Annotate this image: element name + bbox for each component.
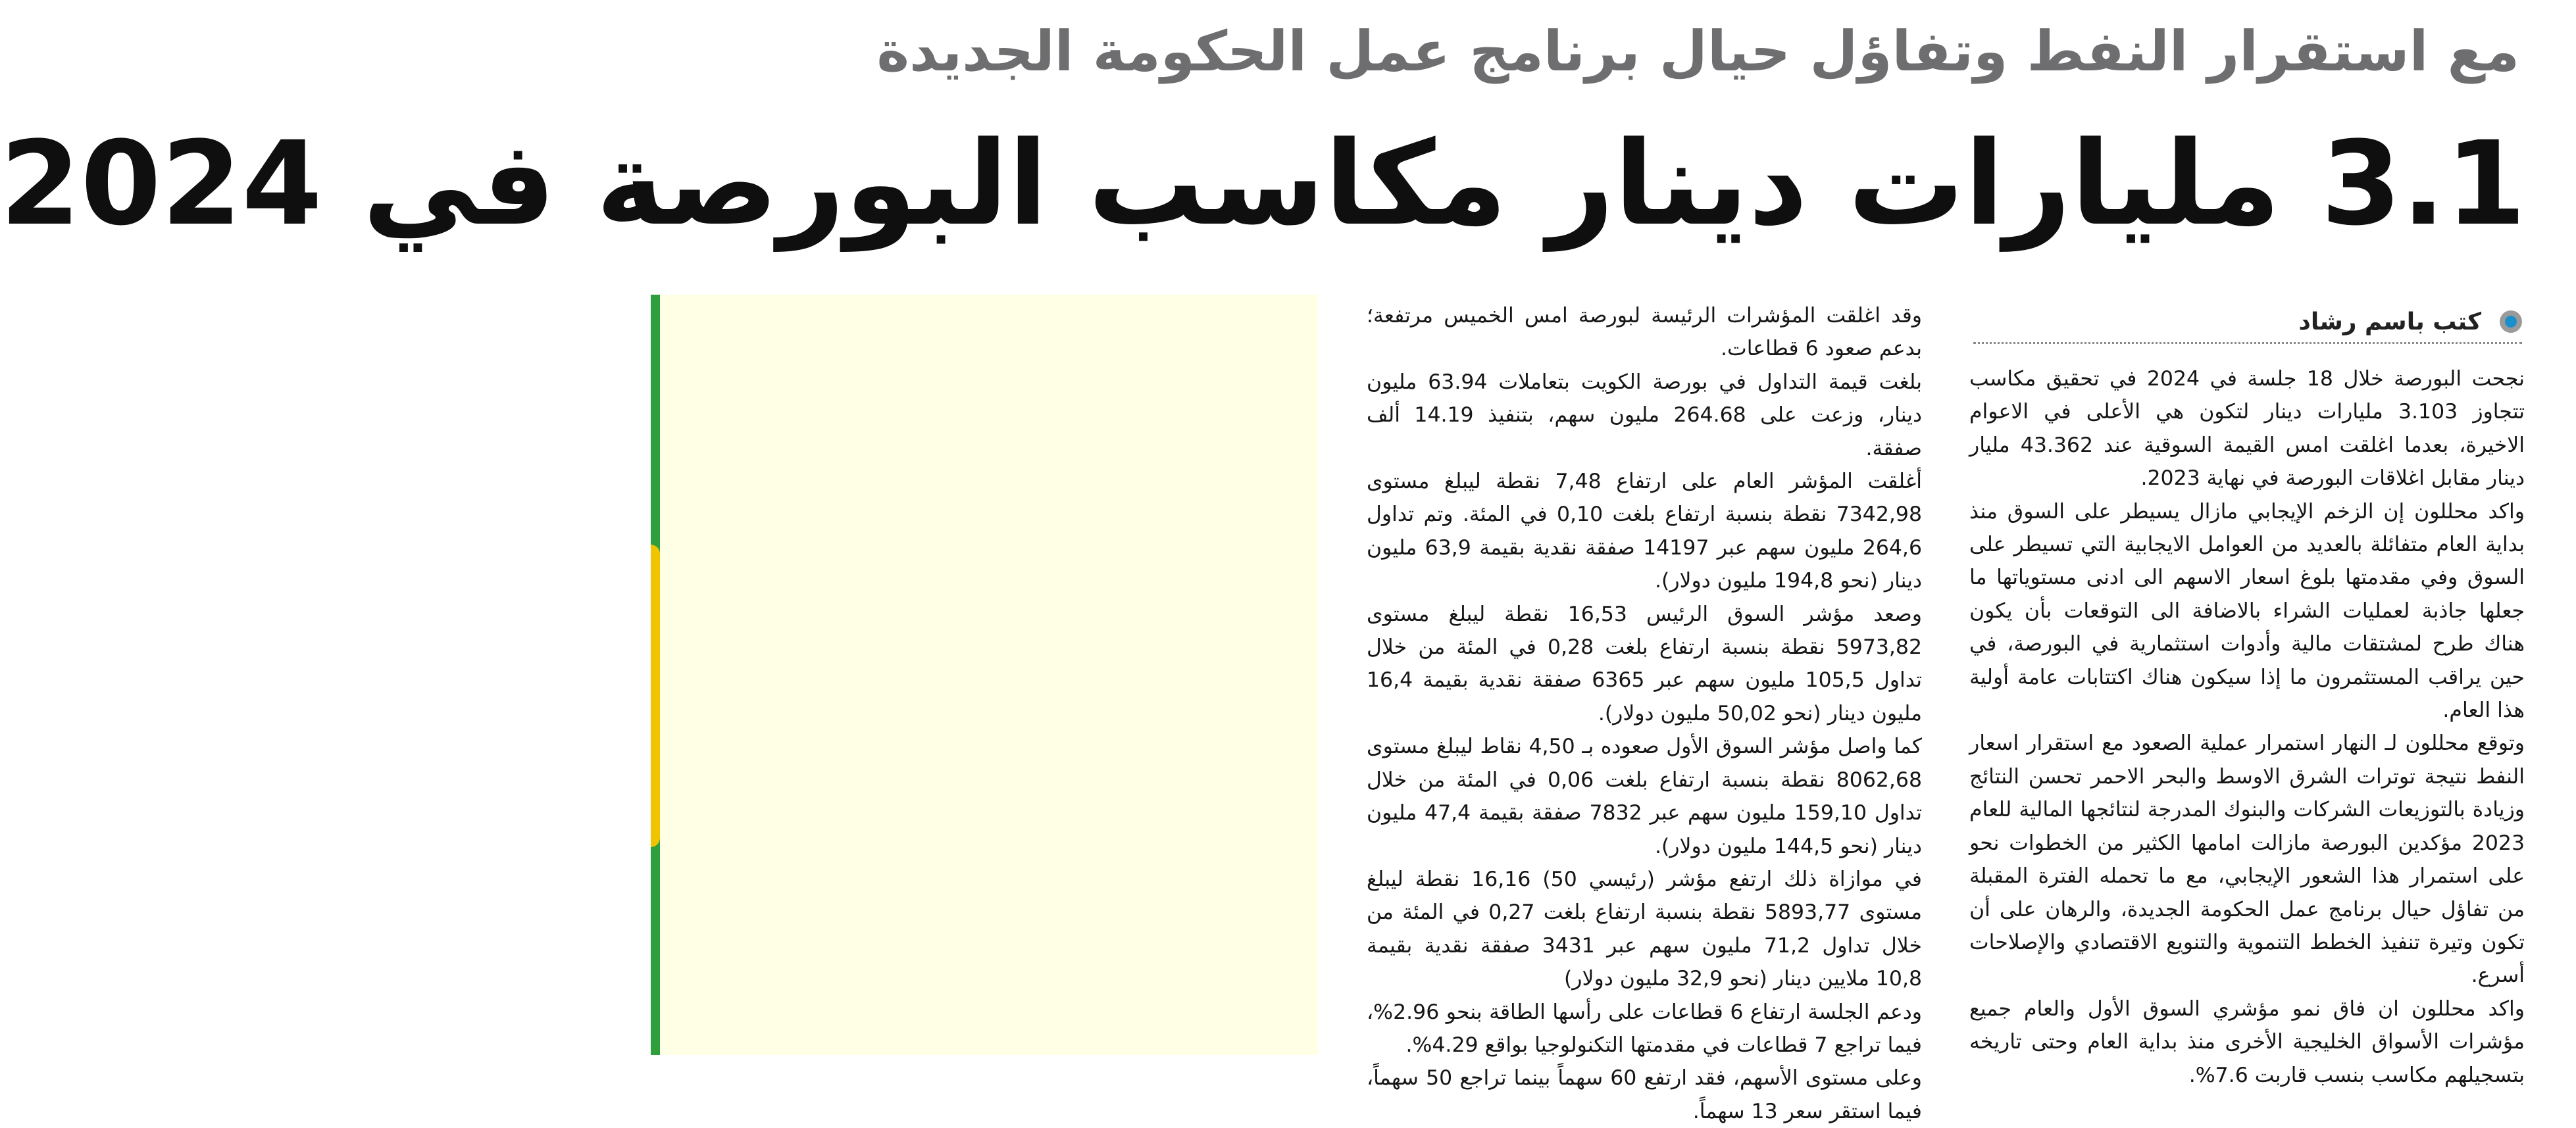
paragraph: في موازاة ذلك ارتفع مؤشر (رئيسي 50) 16,16 نقطة ليبلغ مستوى 5893,77 نقطة بنسبة ارتفاع بلغت 0,27 في المئة من خلال تداول 71,2 مليون سهم عبر 3431 صفقة نقدية بقيمة 10,8 ملايين دينار (نحو 32,9 مليون دولار): [1367, 867, 1922, 991]
article-kicker: مع استقرار النفط وتفاؤل حيال برنامج عمل الحكومة الجديدة: [876, 19, 2519, 84]
article-headline: 3.1 مليارات دينار مكاسب البورصة في 2024: [0, 116, 2526, 251]
author-name: كتب باسم رشاد: [2298, 308, 2481, 335]
paragraph: واكد محللون إن الزخم الإيجابي مازال يسيطر على السوق منذ بداية العام متفائلة بالعديد من العوامل الايجابية التي تسيطر على السوق وفي مقدمتها بلوغ اسعار الاسهم الى ادنى مستوياتها ما جعلها جاذبة لعمليات الشراء بالاضافة الى التوقعات بأن يكون هناك طرح لمشتقات مالية وأدوات استثمارية في البورصة، في حين يراقب المستثمرون ما إذا سيكون هناك اكتتابات عامة أولية هذا العام.: [1969, 499, 2525, 723]
paragraph: واكد محللون ان فاق نمو مؤشري السوق الأول والعام جميع مؤشرات الأسواق الخليجية الأخرى منذ بداية العام وحتى تاريخه بتسجيلهم مكاسب بنسب قاربت 7.6%.: [1969, 996, 2525, 1087]
advertisement-box: [660, 295, 1318, 1055]
adjacent-ad-edge: [651, 295, 660, 1055]
article-column-right: [1969, 362, 2525, 1092]
byline: [1973, 301, 2522, 344]
paragraph: كما واصل مؤشر السوق الأول صعوده بـ 4,50 نقاط ليبلغ مستوى 8062,68 نقطة بنسبة ارتفاع بلغت 0,06 في المئة من خلال تداول 159,10 مليون سهم عبر 7832 صفقة بقيمة 47,4 مليون دينار (نحو 144,5 مليون دولار).: [1367, 735, 1922, 858]
paragraph: وصعد مؤشر السوق الرئيس 16,53 نقطة ليبلغ مستوى 5973,82 نقطة بنسبة ارتفاع بلغت 0,28 في المئة من خلال تداول 105,5 مليون سهم عبر 6365 صفقة نقدية بقيمة 16,4 مليون دينار (نحو 50,02 مليون دولار).: [1367, 602, 1922, 725]
bullet-icon: [2500, 310, 2522, 333]
paragraph: وعلى مستوى الأسهم، فقد ارتفع 60 سهماً بينما تراجع 50 سهماً، فيما استقر سعر 13 سهماً.: [1367, 1066, 1922, 1123]
adjacent-ad-shape: [651, 545, 660, 847]
paragraph: نجحت البورصة خلال 18 جلسة في 2024 في تحقيق مكاسب تتجاوز 3.103 مليارات دينار لتكون هي الأعلى في الاعوام الاخيرة، بعدما اغلقت امس القيمة السوقية عند 43.362 مليار دينار مقابل اغلاقات البورصة في نهاية 2023.: [1969, 367, 2525, 491]
paragraph: بلغت قيمة التداول في بورصة الكويت بتعاملات 63.94 مليون دينار، وزعت على 264.68 مليون سهم، بتنفيذ 14.19 ألف صفقة.: [1367, 370, 1923, 460]
paragraph: أغلقت المؤشر العام على ارتفاع 7,48 نقطة ليبلغ مستوى 7342,98 نقطة بنسبة ارتفاع بلغت 0,10 في المئة. وتم تداول 264,6 مليون سهم عبر 14197 صفقة نقدية بقيمة 63,9 مليون دينار (نحو 194,8 مليون دولار).: [1367, 470, 1922, 593]
paragraph: وتوقع محللون لـ النهار استمرار عملية الصعود مع استقرار اسعار النفط نتيجة توترات الشرق الاوسط والبحر الاحمر تحسن النتائج وزيادة بالتوزيعات الشركات والبنوك المدرجة لنتائجها المالية للعام 2023 مؤكدين البورصة مازالت امامها الكثير من الخطوات نحو على استمرار هذا الشعور الإيجابي، مع ما تحمله الفترة المقبلة من تفاؤل حيال برنامج عمل الحكومة الجديدة، والرهان على أن تكون وتيرة تنفيذ الخطط التنموية والتنويع الاقتصادي والإصلاحات أسرع.: [1969, 731, 2525, 988]
paragraph: وقد اغلقت المؤشرات الرئيسة لبورصة امس الخميس مرتفعة؛ بدعم صعود 6 قطاعات.: [1367, 304, 1922, 361]
article-column-middle: [1367, 299, 1922, 1128]
paragraph: ودعم الجلسة ارتفاع 6 قطاعات على رأسها الطاقة بنحو 2.96%، فيما تراجع 7 قطاعات في مقدمتها التكنولوجيا بواقع 4.29%.: [1367, 1000, 1922, 1057]
